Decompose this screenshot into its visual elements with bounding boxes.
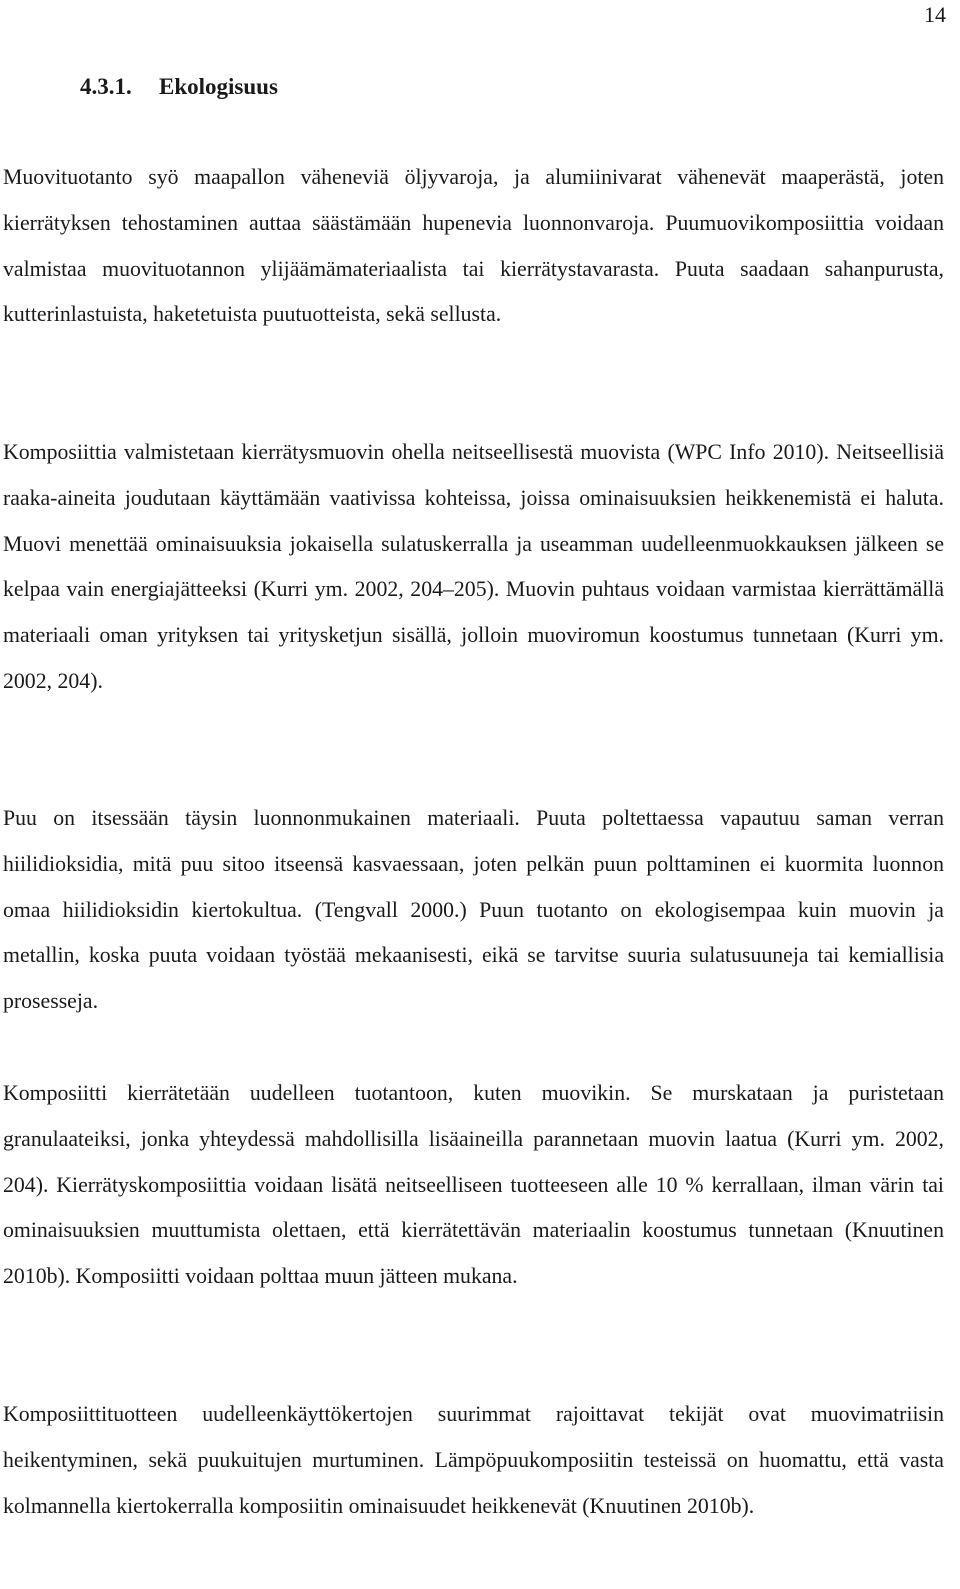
section-number: 4.3.1.: [80, 74, 132, 99]
page-number: 14: [924, 2, 946, 27]
section-heading: [80, 73, 278, 101]
paragraph-5: Komposiittituotteen uudelleenkäyttökertojen suurimmat rajoittavat tekijät ovat muovimatriisin heikentyminen, sekä puukuitujen murtuminen. Lämpöpuukomposiitin testeissä on huomattu, että vasta kolmannella kiertokerralla komposiitin ominaisuudet heikkenevät (Knuutinen 2010b).: [3, 1402, 944, 1518]
paragraph-2: Komposiittia valmistetaan kierrätysmuovin ohella neitseellisestä muovista (WPC Info 2010). Neitseellisiä raaka-aineita joudutaan käyttämään vaativissa kohteissa, joissa ominaisuuksien heikkenemistä ei haluta. Muovi menettää ominaisuuksia jokaisella sulatuskerralla ja useamman uudelleenmuokkauksen jälkeen se kelpaa vain energiajätteeksi (Kurri ym. 2002, 204–205). Muovin puhtaus voidaan varmistaa kierrättämällä materiaali oman yrityksen tai yritysketjun sisällä, jolloin muoviromun koostumus tunnetaan (Kurri ym. 2002, 204).: [3, 440, 944, 693]
paragraph-3: Puu on itsessään täysin luonnonmukainen materiaali. Puuta poltettaessa vapautuu saman verran hiilidioksidia, mitä puu sitoo itseensä kasvaessaan, joten pelkän puun polttaminen ei kuormita luonnon omaa hiilidioksidin kiertokultua. (Tengvall 2000.) Puun tuotanto on ekologisempaa kuin muovin ja metallin, koska puuta voidaan työstää mekaanisesti, eikä se tarvitse suuria sulatusuuneja tai kemiallisia prosesseja.: [3, 806, 944, 1014]
paragraph-4: Komposiitti kierrätetään uudelleen tuotantoon, kuten muovikin. Se murskataan ja puristetaan granulaateiksi, jonka yhteydessä mahdollisilla lisäaineilla parannetaan muovin laatua (Kurri ym. 2002, 204). Kierrätyskomposiittia voidaan lisätä neitseelliseen tuotteeseen alle 10 % kerrallaan, ilman värin tai ominaisuuksien muuttumista olettaen, että kierrätettävän materiaalin koostumus tunnetaan (Knuutinen 2010b). Komposiitti voidaan polttaa muun jätteen mukana.: [3, 1081, 944, 1289]
paragraph-1: Muovituotanto syö maapallon väheneviä öljyvaroja, ja alumiinivarat vähenevät maaperästä, joten kierrätyksen tehostaminen auttaa säästämään hupenevia luonnonvaroja. Puumuovikomposiittia voidaan valmistaa muovituotannon ylijäämämateriaalista tai kierrätystavarasta. Puuta saadaan sahanpurusta, kutterinlastuista, haketetuista puutuotteista, sekä sellusta.: [3, 165, 944, 327]
section-title: Ekologisuus: [159, 74, 278, 99]
